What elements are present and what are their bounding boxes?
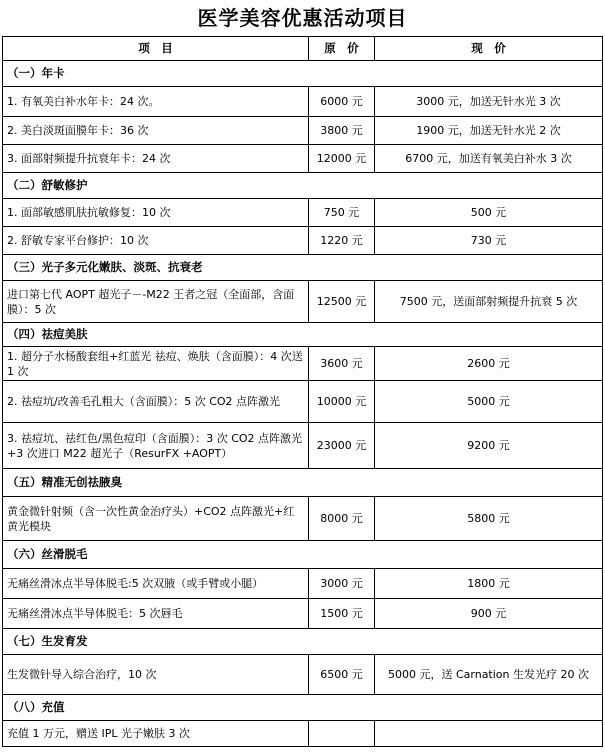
original-price-cell: 10000 元 (309, 381, 375, 423)
table-row (3, 497, 603, 541)
current-price-cell: 9200 元 (375, 423, 603, 469)
current-price-cell: 7500 元，送面部射频提升抗衰 5 次 (375, 281, 603, 323)
section-heading: （一）年卡 (3, 61, 603, 87)
section-row (3, 61, 603, 87)
section-heading: （五）精准无创祛腋臭 (3, 469, 603, 497)
table-row (3, 381, 603, 423)
table-row (3, 721, 603, 747)
page-title: 医学美容优惠活动项目 (197, 6, 408, 30)
section-heading: （二）舒敏修护 (3, 173, 603, 199)
original-price-cell (309, 721, 375, 747)
section-row (3, 695, 603, 721)
item-cell: 1. 超分子水杨酸套组+红蓝光 祛痘、焕肤（含面膜）：4 次送 1 次 (3, 347, 309, 381)
header-item: 项 目 (3, 37, 309, 61)
original-price-cell: 3000 元 (309, 569, 375, 599)
original-price-cell: 8000 元 (309, 497, 375, 541)
current-price-cell: 1800 元 (375, 569, 603, 599)
current-price-cell: 5000 元，送 Carnation 生发光疗 20 次 (375, 655, 603, 695)
original-price-cell: 3800 元 (309, 117, 375, 145)
current-price-cell: 5800 元 (375, 497, 603, 541)
original-price-cell: 1220 元 (309, 227, 375, 255)
item-cell: 进口第七代 AOPT 超光子－-M22 王者之冠（全面部，含面膜）：5 次 (3, 281, 309, 323)
original-price-cell: 1500 元 (309, 599, 375, 629)
item-cell: 生发微针导入综合治疗，10 次 (3, 655, 309, 695)
section-row (3, 469, 603, 497)
original-price-cell: 6500 元 (309, 655, 375, 695)
table-row (3, 599, 603, 629)
table-row (3, 655, 603, 695)
original-price-cell: 3600 元 (309, 347, 375, 381)
original-price-cell: 750 元 (309, 199, 375, 227)
current-price-cell: 6700 元，加送有氧美白补水 3 次 (375, 145, 603, 173)
section-row (3, 541, 603, 569)
item-cell: 3. 祛痘坑、祛红色/黑色痘印（含面膜）：3 次 CO2 点阵激光+3 次进口 M22 超光子（ResurFX +AOPT） (3, 423, 309, 469)
current-price-cell: 500 元 (375, 199, 603, 227)
table-row (3, 423, 603, 469)
current-price-cell: 2600 元 (375, 347, 603, 381)
item-cell: 黄金微针射频（含一次性黄金治疗头）+CO2 点阵激光+红黄光模块 (3, 497, 309, 541)
section-heading: （三）光子多元化嫩肤、淡斑、抗衰老 (3, 255, 603, 281)
item-cell: 2. 祛痘坑/改善毛孔粗大（含面膜）：5 次 CO2 点阵激光 (3, 381, 309, 423)
original-price-cell: 12000 元 (309, 145, 375, 173)
current-price-cell: 1900 元，加送无针水光 2 次 (375, 117, 603, 145)
table-row (3, 569, 603, 599)
section-heading: （六）丝滑脱毛 (3, 541, 603, 569)
table-row (3, 199, 603, 227)
section-row (3, 173, 603, 199)
item-cell: 1. 有氧美白补水年卡：24 次。 (3, 87, 309, 117)
table-row (3, 281, 603, 323)
current-price-cell: 730 元 (375, 227, 603, 255)
header-current-price: 现 价 (375, 37, 603, 61)
table-row (3, 145, 603, 173)
section-heading: （七）生发育发 (3, 629, 603, 655)
current-price-cell: 3000 元，加送无针水光 3 次 (375, 87, 603, 117)
section-heading: （四）祛痘美肤 (3, 323, 603, 347)
item-cell: 无痛丝滑冰点半导体脱毛:5 次双腋（或手臂或小腿） (3, 569, 309, 599)
table-row (3, 227, 603, 255)
section-row (3, 255, 603, 281)
table-row (3, 117, 603, 145)
section-heading: （八）充值 (3, 695, 603, 721)
header-original-price: 原 价 (309, 37, 375, 61)
item-cell: 2. 美白淡斑面膜年卡：36 次 (3, 117, 309, 145)
current-price-cell: 5000 元 (375, 381, 603, 423)
table-row (3, 347, 603, 381)
item-cell: 3. 面部射频提升抗衰年卡：24 次 (3, 145, 309, 173)
original-price-cell: 12500 元 (309, 281, 375, 323)
item-cell: 充值 1 万元，赠送 IPL 光子嫩肤 3 次 (3, 721, 309, 747)
current-price-cell: 900 元 (375, 599, 603, 629)
original-price-cell: 23000 元 (309, 423, 375, 469)
promotion-table (2, 36, 603, 747)
header-row (3, 37, 603, 61)
item-cell: 2. 舒敏专家平台修护：10 次 (3, 227, 309, 255)
item-cell: 1. 面部敏感肌肤抗敏修复：10 次 (3, 199, 309, 227)
original-price-cell: 6000 元 (309, 87, 375, 117)
current-price-cell (375, 721, 603, 747)
table-row (3, 87, 603, 117)
item-cell: 无痛丝滑冰点半导体脱毛：5 次唇毛 (3, 599, 309, 629)
section-row (3, 323, 603, 347)
section-row (3, 629, 603, 655)
